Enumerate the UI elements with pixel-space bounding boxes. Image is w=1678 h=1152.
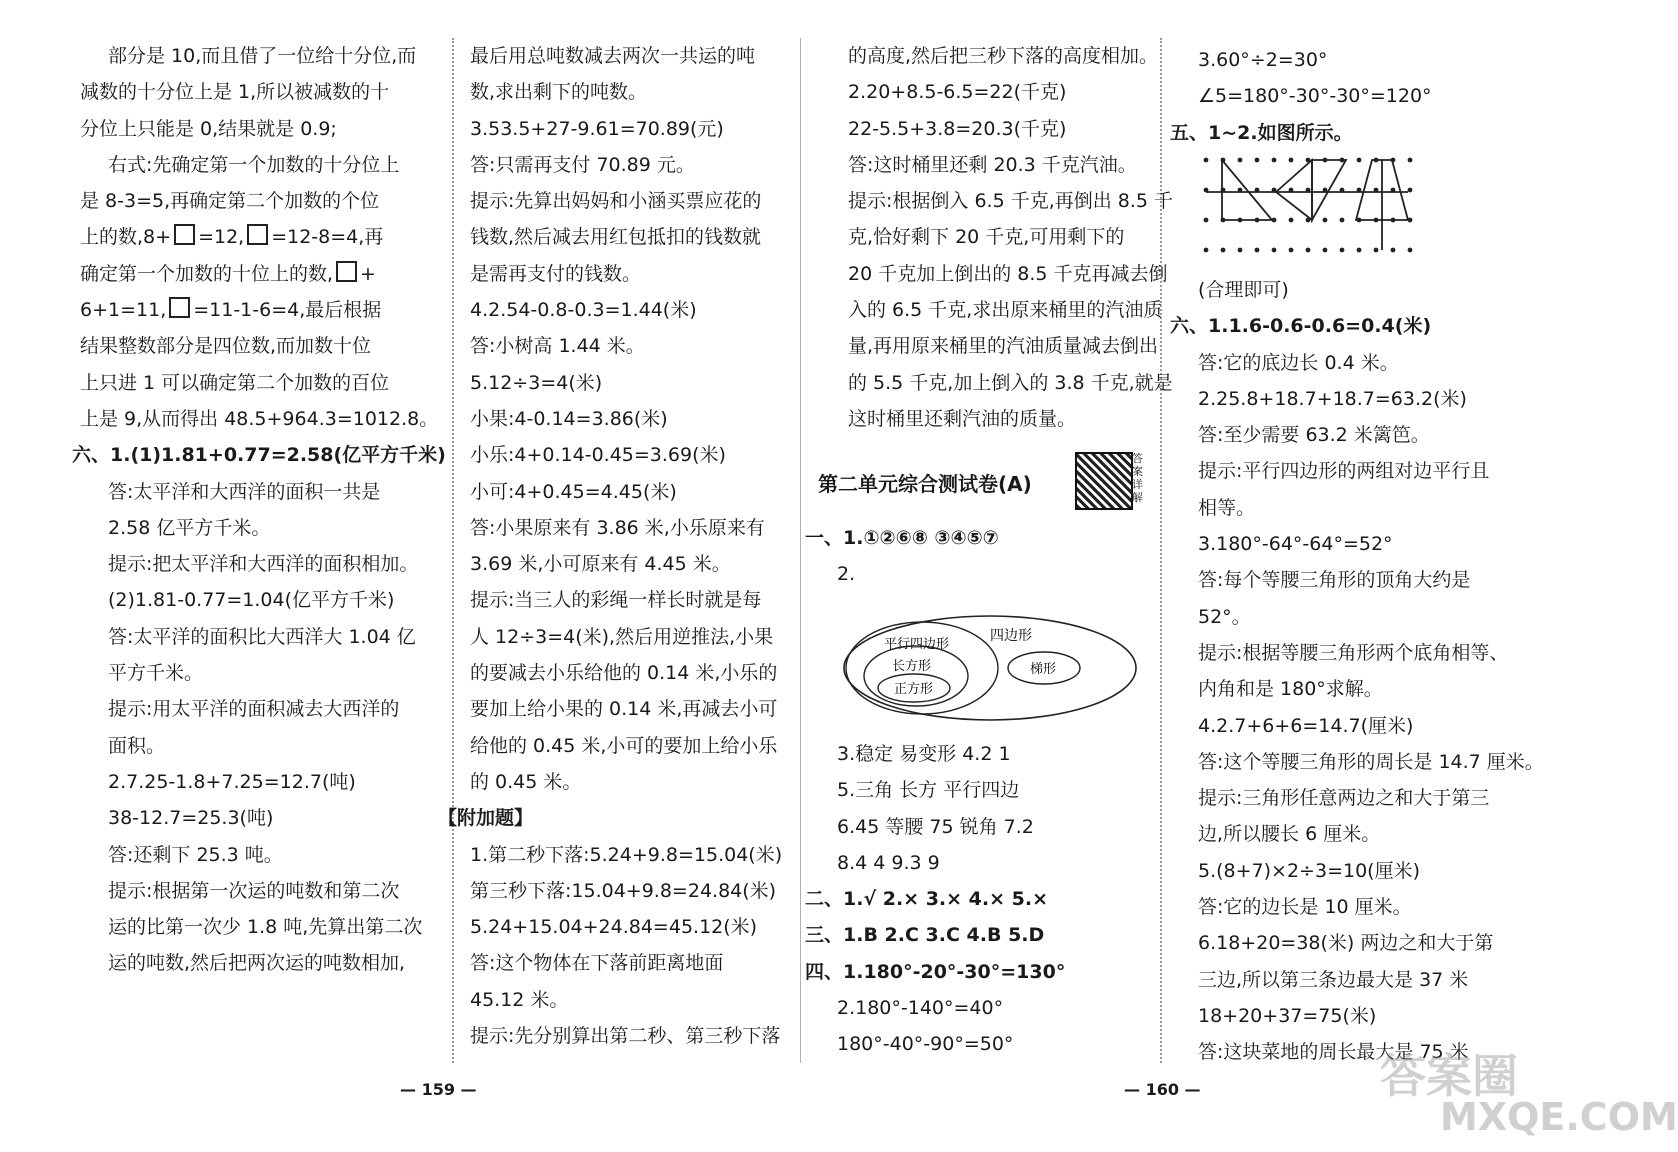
text-line: 3.69 米,小可原来有 4.45 米。	[470, 553, 731, 576]
grid-dot	[1340, 248, 1345, 253]
grid-dot	[1340, 218, 1345, 223]
text-line: 8.4 4 9.3 9	[837, 851, 940, 874]
text-line-with-box	[80, 292, 436, 328]
text-line: 这时桶里还剩汽油的质量。	[848, 407, 1077, 430]
text-line: 3.53.5+27-9.61=70.89(元)	[470, 117, 724, 140]
grid-dot	[1306, 248, 1311, 253]
grid-dot	[1374, 248, 1379, 253]
text-line: 38-12.7=25.3(吨)	[108, 807, 274, 830]
answer-column-2	[438, 38, 800, 1054]
text-line: 给他的 0.45 米,小可的要加上给小乐	[470, 734, 778, 757]
hint-line: 提示:当三人的彩绳一样长时就是每	[470, 589, 762, 612]
text-line: 要加上给小果的 0.14 米,再减去小可	[470, 698, 778, 721]
text-line: 5.12÷3=4(米)	[470, 371, 603, 394]
text-line: 的 5.5 千克,加上倒入的 3.8 千克,就是	[848, 371, 1173, 394]
grid-dot	[1272, 158, 1277, 163]
text-line: 平方千米。	[108, 662, 204, 685]
quadrilateral-venn-diagram	[840, 612, 1140, 724]
text-line: 克,恰好剩下 20 千克,可用剩下的	[848, 226, 1125, 249]
text-line: 180°-40°-90°=50°	[837, 1033, 1014, 1056]
blank-box-icon	[174, 224, 195, 245]
hint-line: 提示:根据倒入 6.5 千克,再倒出 8.5 千	[848, 190, 1174, 213]
text-line: 是需再支付的钱数。	[470, 262, 642, 285]
grid-dot	[1255, 248, 1260, 253]
text-line: 52°。	[1198, 605, 1251, 628]
text-fragment: 上的数,8+	[80, 226, 172, 249]
text-line: 面积。	[108, 734, 166, 757]
answer-column-3-part-3	[805, 736, 1145, 1063]
question-heading: 三、1.B 2.C 3.C 4.B 5.D	[805, 924, 1045, 947]
text-line: 运的比第一次少 1.8 吨,先算出第二次	[108, 916, 423, 939]
answer-line: 答:它的边长是 10 厘米。	[1198, 896, 1412, 919]
dot-grid-figure	[1196, 150, 1422, 270]
qr-label: 答案详解	[1132, 452, 1143, 504]
text-line: 2.	[837, 563, 856, 586]
grid-dot	[1408, 188, 1413, 193]
text-line: 分位上只能是 0,结果就是 0.9;	[80, 117, 337, 140]
answer-line: 答:至少需要 63.2 米篱笆。	[1198, 424, 1430, 447]
text-line: 人 12÷3=4(米),然后用逆推法,小果	[470, 625, 774, 648]
answer-line: 答:太平洋的面积比大西洋大 1.04 亿	[108, 625, 416, 648]
quadrilateral-label: 四边形	[990, 628, 1032, 644]
text-line: 结果整数部分是四位数,而加数十位	[80, 335, 372, 358]
text-line: 5.三角 长方 平行四边	[837, 779, 1020, 802]
text-line: 5.24+15.04+24.84=45.12(米)	[470, 916, 758, 939]
text-line: 边,所以腰长 6 厘米。	[1198, 823, 1381, 846]
hint-line: 提示:三角形任意两边之和大于第三	[1198, 787, 1490, 810]
text-line: 3.60°÷2=30°	[1198, 49, 1328, 71]
text-line: ∠5=180°-30°-30°=120°	[1198, 85, 1432, 108]
text-line: 部分是 10,而且借了一位给十分位,而	[108, 45, 417, 67]
blank-box-icon	[336, 261, 357, 282]
bonus-heading: 【附加题】	[438, 807, 534, 830]
answer-line: 答:它的底边长 0.4 米。	[1198, 351, 1399, 374]
text-line: 3.180°-64°-64°=52°	[1198, 533, 1393, 556]
column-separator	[452, 38, 454, 1063]
text-line: 4.2.54-0.8-0.3=1.44(米)	[470, 299, 697, 322]
text-line: 是 8-3=5,再确定第二个加数的个位	[80, 190, 380, 213]
text-fragment: =12-8=4,再	[271, 226, 384, 249]
text-line: 上只进 1 可以确定第二个加数的百位	[80, 371, 390, 394]
text-line: 最后用总吨数减去两次一共运的吨	[470, 45, 756, 67]
parallelogram-label: 平行四边形	[884, 637, 950, 652]
hint-line: 提示:平行四边形的两组对边平行且	[1198, 460, 1490, 483]
text-line: 小果:4-0.14=3.86(米)	[470, 407, 668, 430]
grid-dot	[1272, 248, 1277, 253]
answer-line: 答:每个等腰三角形的顶角大约是	[1198, 569, 1471, 592]
qr-code-icon[interactable]	[1075, 452, 1133, 510]
text-fragment: =12,	[198, 226, 245, 249]
question-heading: 五、1~2.如图所示。	[1170, 121, 1353, 144]
grid-dot	[1323, 218, 1328, 223]
text-line: 3.稳定 易变形 4.2 1	[837, 743, 1011, 765]
text-line: (合理即可)	[1198, 279, 1289, 301]
grid-dot	[1238, 158, 1243, 163]
grid-dot	[1204, 218, 1209, 223]
answer-line: 答:这个物体在下落前距离地面	[470, 952, 724, 975]
text-line: 减数的十分位上是 1,所以被减数的十	[80, 81, 390, 104]
hint-line: 提示:根据等腰三角形两个底角相等、	[1198, 641, 1509, 664]
text-line: 相等。	[1198, 496, 1256, 519]
grid-dot	[1221, 248, 1226, 253]
text-line: 20 千克加上倒出的 8.5 千克再减去倒	[848, 262, 1168, 285]
question-heading: 六、1.1.6-0.6-0.6=0.4(米)	[1170, 315, 1432, 338]
text-line: 22-5.5+3.8=20.3(千克)	[848, 117, 1067, 140]
text-line: 内角和是 180°求解。	[1198, 678, 1383, 701]
square-label: 正方形	[894, 682, 934, 697]
text-line: 2.58 亿平方千米。	[108, 516, 271, 539]
text-line: 数,求出剩下的吨数。	[470, 81, 648, 104]
answer-column-1	[72, 38, 446, 982]
question-heading: 二、1.√ 2.× 3.× 4.× 5.×	[805, 888, 1049, 911]
hint-line: 提示:用太平洋的面积减去大西洋的	[108, 698, 400, 721]
grid-dot	[1238, 248, 1243, 253]
grid-dot	[1357, 248, 1362, 253]
text-line: 2.180°-140°=40°	[837, 997, 1004, 1020]
text-fragment: 6+1=11,	[80, 299, 167, 322]
text-line: 2.25.8+18.7+18.7=63.2(米)	[1198, 387, 1467, 410]
answer-line: 答:太平洋和大西洋的面积一共是	[108, 480, 381, 503]
section-title: 第二单元综合测试卷(A)	[818, 472, 1032, 496]
text-line: 的 0.45 米。	[470, 770, 582, 793]
answer-column-3-part-2	[805, 520, 1145, 593]
watermark-url: MXQE.COM	[1440, 1095, 1678, 1139]
answer-line: 答:小果原来有 3.86 米,小乐原来有	[470, 516, 765, 539]
blank-box-icon	[169, 297, 190, 318]
text-fragment: 确定第一个加数的十位上的数,	[80, 262, 334, 285]
text-line: 的高度,然后把三秒下落的高度相加。	[848, 45, 1159, 67]
text-line: 第三秒下落:15.04+9.8=24.84(米)	[470, 879, 777, 902]
page-gutter	[800, 38, 801, 1063]
grid-dot	[1204, 248, 1209, 253]
text-line: 1.第二秒下落:5.24+9.8=15.04(米)	[470, 843, 783, 866]
page-number-right: — 160 —	[1124, 1080, 1201, 1099]
trapezoid-label: 梯形	[1030, 662, 1057, 677]
answer-line: 答:这个等腰三角形的周长是 14.7 厘米。	[1198, 750, 1544, 773]
grid-dot	[1408, 248, 1413, 253]
hint-line: 提示:先分别算出第二秒、第三秒下落	[470, 1025, 781, 1048]
answer-column-3	[820, 38, 1174, 437]
text-line: 45.12 米。	[470, 988, 569, 1011]
text-line: 的要减去小乐给他的 0.14 米,小乐的	[470, 662, 778, 685]
text-line: 钱数,然后减去用红包抵扣的钱数就	[470, 226, 762, 249]
answer-column-4	[1170, 42, 1530, 151]
grid-dot	[1289, 218, 1294, 223]
answer-column-4-part-2	[1170, 272, 1544, 1071]
text-line-with-box	[80, 256, 436, 292]
text-fragment: =11-1-6=4,最后根据	[193, 299, 382, 322]
grid-dot	[1323, 248, 1328, 253]
answer-line: 答:还剩下 25.3 吨。	[108, 843, 283, 866]
rectangle-label: 长方形	[892, 659, 932, 674]
text-line: 2.20+8.5-6.5=22(千克)	[848, 81, 1067, 104]
text-line: 6.45 等腰 75 锐角 7.2	[837, 815, 1034, 838]
hint-line: 提示:把太平洋和大西洋的面积相加。	[108, 553, 419, 576]
text-line: 2.7.25-1.8+7.25=12.7(吨)	[108, 770, 356, 793]
text-fragment: +	[360, 262, 376, 285]
text-line: (2)1.81-0.77=1.04(亿平方千米)	[108, 589, 395, 612]
text-line: 18+20+37=75(米)	[1198, 1004, 1377, 1027]
text-line: 右式:先确定第一个加数的十分位上	[108, 153, 400, 176]
grid-dot	[1391, 248, 1396, 253]
grid-dot	[1289, 248, 1294, 253]
text-line: 小乐:4+0.14-0.45=3.69(米)	[470, 444, 726, 467]
grid-dot	[1357, 158, 1362, 163]
hint-line: 提示:根据第一次运的吨数和第二次	[108, 879, 400, 902]
grid-dot	[1289, 158, 1294, 163]
question-heading: 一、1.①②⑥⑧ ③④⑤⑦	[805, 527, 999, 549]
answer-line: 答:只需再支付 70.89 元。	[470, 153, 695, 176]
question-heading: 六、1.(1)1.81+0.77=2.58(亿平方千米)	[72, 444, 446, 467]
question-heading: 四、1.180°-20°-30°=130°	[805, 960, 1066, 983]
hint-line: 提示:先算出妈妈和小涵买票应花的	[470, 190, 762, 213]
text-line: 6.18+20=38(米) 两边之和大于第	[1198, 932, 1494, 955]
rectangle-ellipse	[864, 646, 968, 706]
text-line: 入的 6.5 千克,求出原来桶里的汽油质	[848, 299, 1163, 322]
blank-box-icon	[247, 224, 268, 245]
text-line: 小可:4+0.45=4.45(米)	[470, 480, 677, 503]
grid-dot	[1255, 158, 1260, 163]
text-line-with-box	[80, 219, 436, 255]
text-line: 三边,所以第三条边最大是 37 米	[1198, 968, 1469, 991]
text-line: 量,再用原来桶里的汽油质量减去倒出	[848, 335, 1159, 358]
text-line: 4.2.7+6+6=14.7(厘米)	[1198, 714, 1414, 737]
grid-dot	[1204, 158, 1209, 163]
grid-dot	[1408, 158, 1413, 163]
answer-line: 答:小树高 1.44 米。	[470, 335, 645, 358]
answer-line: 答:这块菜地的周长最大是 75 米	[1198, 1041, 1469, 1064]
text-line: 上是 9,从而得出 48.5+964.3=1012.8。	[80, 407, 439, 430]
text-line: 5.(8+7)×2÷3=10(厘米)	[1198, 859, 1420, 882]
answer-line: 答:这时桶里还剩 20.3 千克汽油。	[848, 153, 1137, 176]
text-line: 运的吨数,然后把两次运的吨数相加,	[108, 952, 406, 975]
watermark-logo: 答案圈	[1380, 1049, 1518, 1103]
right-triangle-shape	[1222, 160, 1272, 220]
page-number-left: — 159 —	[400, 1080, 477, 1099]
